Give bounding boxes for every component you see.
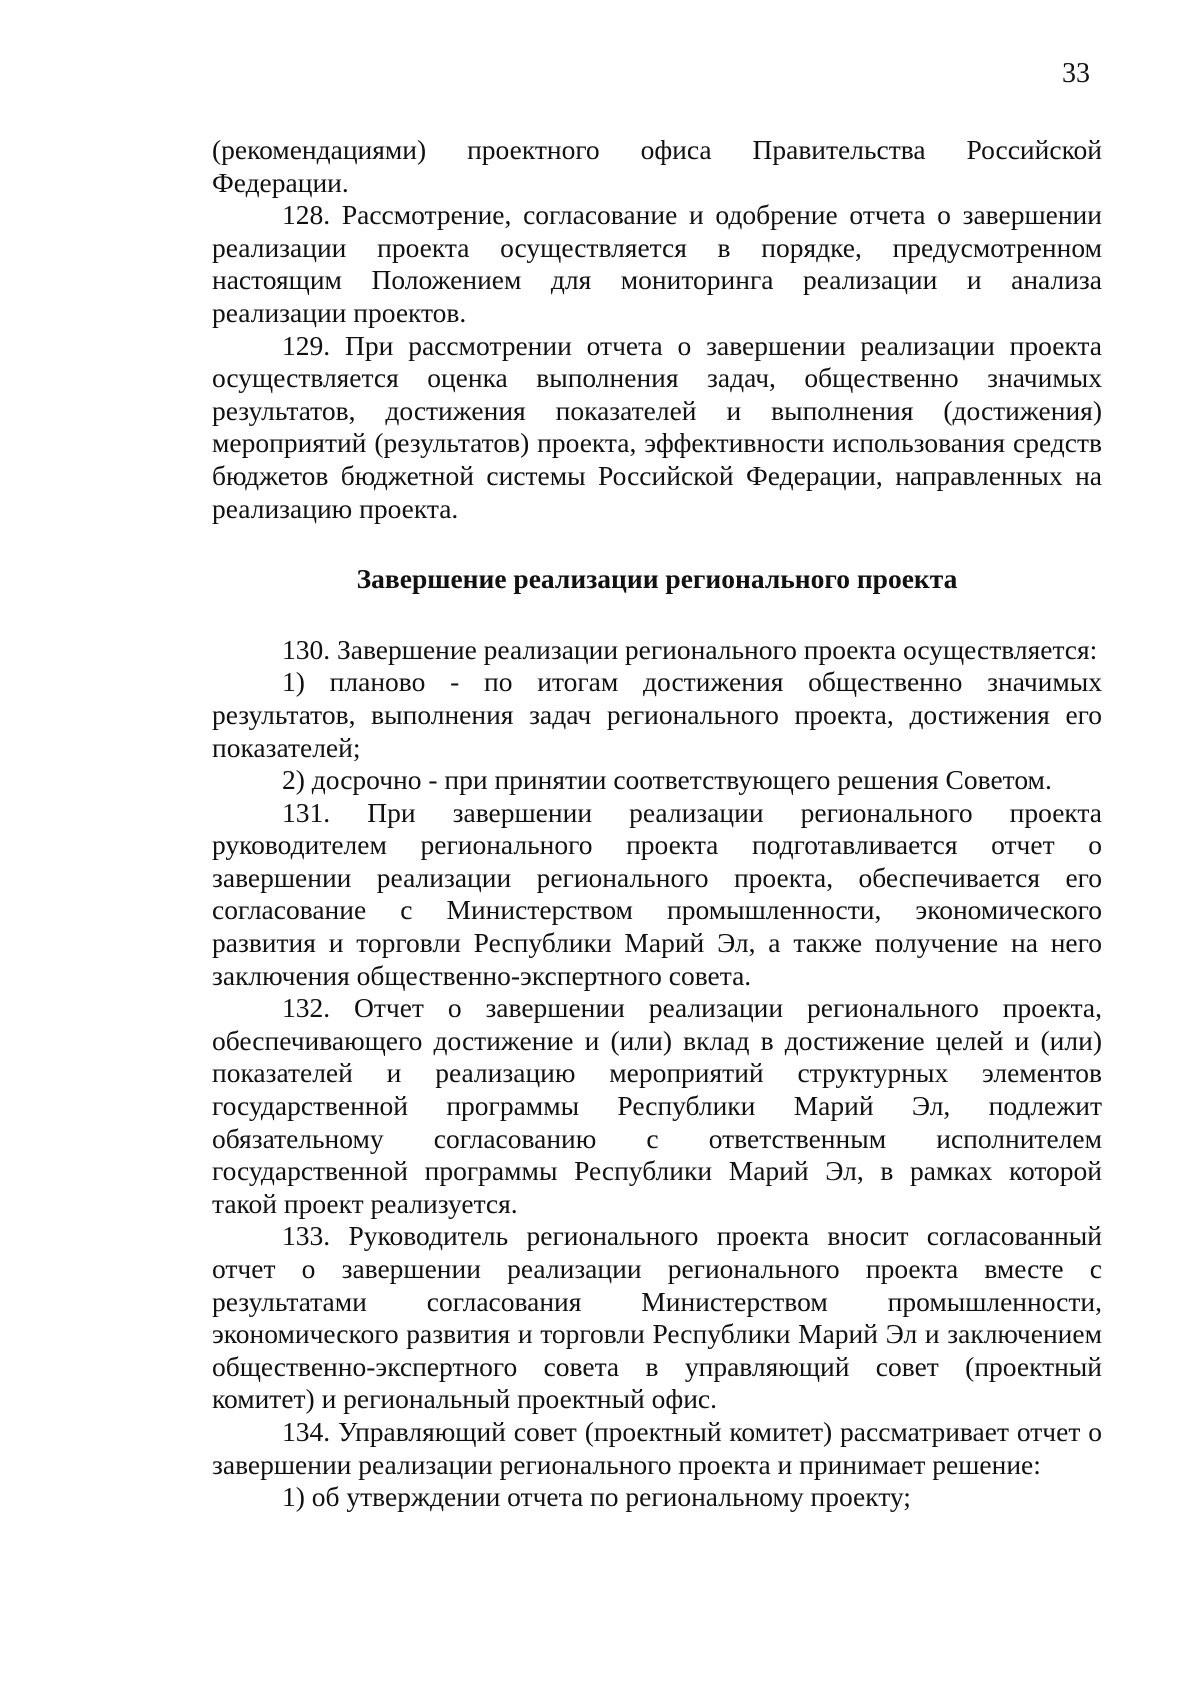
paragraph-131: 131. При завершении реализации регионального проекта руководителем регионального проекта подготавливается отчет о завершении реализации регионального проекта, обеспечивается его согласование с Министерством промышленности, экономического развития и торговли Республики Марий Эл, а также получение на него заключения общественно-экспертного совета.	[212, 796, 1102, 991]
paragraph-130: 130. Завершение реализации регионального проекта осуществляется:	[282, 633, 1098, 665]
paragraph-132: 132. Отчет о завершении реализации регионального проекта, обеспечивающего достижение и (или) вклад в достижение целей и (или) показателей и реализацию мероприятий структурных элементов государственной программы Республики Марий Эл, подлежит обязательному согласованию с ответственным исполнителем государственной программы Республики Марий Эл, в рамках которой такой проект реализуется.	[212, 992, 1102, 1219]
paragraph-133: 133. Руководитель регионального проекта вносит согласованный отчет о завершении реализации регионального проекта вместе с результатами согласования Министерством промышленности, экономического развития и торговли Республики Марий Эл и заключением общественно-экспертного совета в управляющий совет (проектный комитет) и региональный проектный офис.	[212, 1220, 1102, 1415]
document-body	[212, 134, 1102, 1514]
section-heading: Завершение реализации регионального проекта	[356, 563, 958, 595]
page-number: 33	[1062, 58, 1090, 89]
paragraph-continuation: (рекомендациями) проектного офиса Правительства Российской Федерации.	[212, 134, 1102, 198]
paragraph-130-item-2: 2) досрочно - при принятии соответствующего решения Советом.	[282, 764, 1052, 796]
paragraph-130-item-1: 1) планово - по итогам достижения общественно значимых результатов, выполнения задач регионального проекта, достижения его показателей;	[212, 666, 1102, 763]
paragraph-129: 129. При рассмотрении отчета о завершении реализации проекта осуществляется оценка выполнения задач, общественно значимых результатов, достижения показателей и выполнения (достижения) мероприятий (результатов) проекта, эффективности использования средств бюджетов бюджетной системы Российской Федерации, направленных на реализацию проекта.	[212, 329, 1102, 524]
paragraph-128: 128. Рассмотрение, согласование и одобрение отчета о завершении реализации проекта осуществляется в порядке, предусмотренном настоящим Положением для мониторинга реализации и анализа реализации проектов.	[212, 199, 1102, 328]
paragraph-134-item-1: 1) об утверждении отчета по региональному проекту;	[282, 1481, 911, 1513]
paragraph-134: 134. Управляющий совет (проектный комитет) рассматривает отчет о завершении реализации регионального проекта и принимает решение:	[212, 1415, 1102, 1480]
